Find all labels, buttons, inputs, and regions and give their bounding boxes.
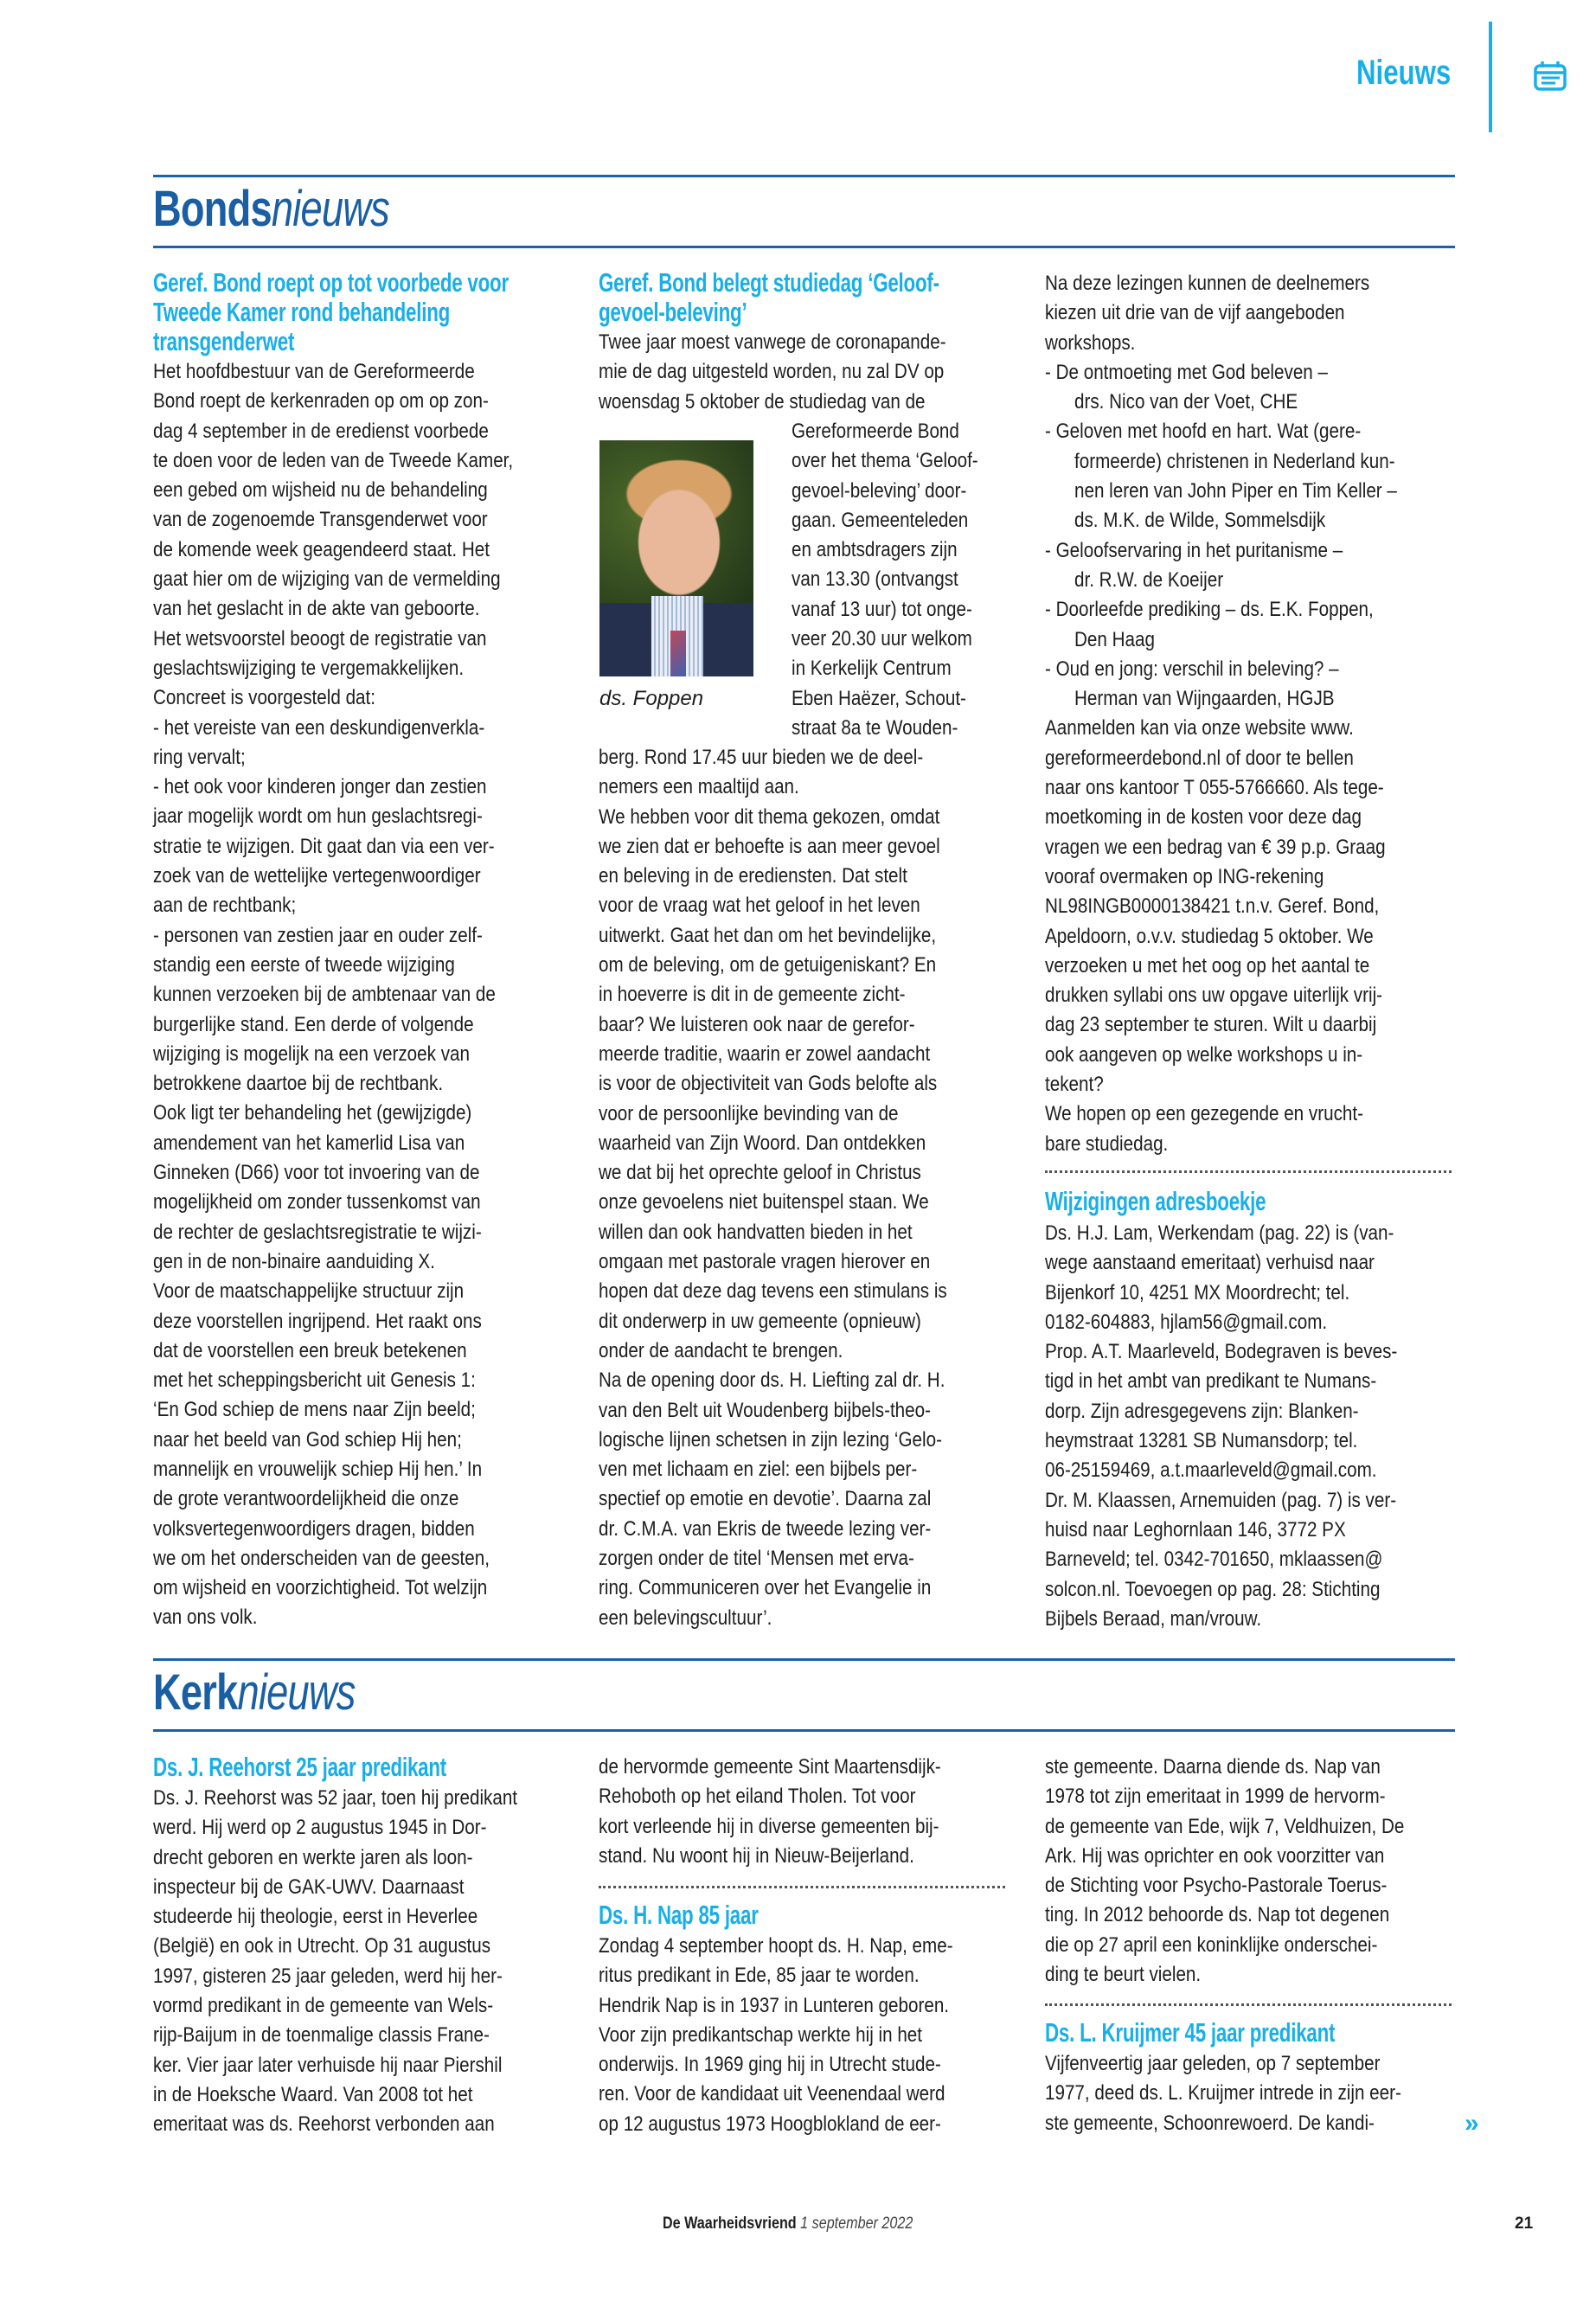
photo-caption: ds. Foppen [599,687,704,710]
text-line: de hervormde gemeente Sint Maartensdijk- [599,1755,941,1779]
text-line: dag 4 september in de eredienst voorbede [153,419,489,443]
text-line: rijp-Baijum in de toenmalige classis Frane- [153,2023,490,2048]
article-heading [599,268,1014,327]
article-body [153,357,568,1633]
text-line: burgerlijke stand. Een derde of volgende [153,1012,474,1036]
section-label: Nieuws [1356,54,1452,92]
text-line: willen dan ook handvatten bieden in het [599,1220,913,1244]
text-line: waarheid van Zijn Woord. Dan ontdekken [599,1131,926,1155]
text-line: aan de rechtbank; [153,894,297,918]
portrait-photo [599,440,753,676]
article-heading [153,1753,568,1782]
text-line: stand. Nu woont hij in Nieuw-Beijerland. [599,1843,914,1868]
heading-line: Tweede Kamer rond behandeling [153,297,451,327]
text-line: dag 23 september te sturen. Wilt u daarbij [1045,1013,1377,1037]
text-line: Apeldoorn, o.v.v. studiedag 5 oktober. We [1045,924,1374,948]
heading-line: Wijzigingen adresboekje [1045,1186,1266,1216]
text-line: bare studiedag. [1045,1131,1169,1156]
text-line: We hebben voor dit thema gekozen, omdat [599,804,940,829]
text-line: Rehoboth op het eiland Tholen. Tot voor [599,1785,916,1809]
text-line: wege aanstaand emeritaat) verhuisd naar [1045,1251,1375,1275]
text-line: met het scheppingsbericht uit Genesis 1: [153,1368,476,1393]
article-body [153,1784,568,2140]
article-body [1045,1219,1460,1634]
section-rule-top [153,175,1455,177]
text-line: dr. C.M.A. van Ekris de tweede lezing ver- [599,1516,932,1541]
text-line: straat 8a te Wouden- [792,715,958,740]
text-line: naar het beeld van God schiep Hij hen; [153,1427,462,1452]
publication-name: De Waarheidsvriend [663,2214,797,2233]
continue-marker: » [1465,2109,1479,2138]
title-bold: Kerk [153,1664,238,1721]
text-line: tekent? [1045,1073,1104,1097]
text-line: omgaan met pastorale vragen hierover en [599,1250,931,1274]
divider-dotted [1045,1170,1452,1173]
text-line: Voor zijn predikantschap werkte hij in het [599,2022,923,2047]
text-line: NL98INGB0000138421 t.n.v. Geref. Bond, [1045,894,1380,919]
section-title-bondsnieuws [153,182,389,237]
text-line: Bond roept de kerkenraden op om op zon- [153,389,489,413]
article-body [599,1753,1014,1871]
text-line: en ambtsdragers zijn [792,538,958,562]
article-body [599,743,1014,1633]
text-line: gaat hier om de wijziging van de vermelding [153,567,501,592]
text-line: voor de persoonlijke bevinding van de [599,1101,899,1125]
text-line: onder de aandacht te brengen. [599,1338,843,1362]
text-line: solcon.nl. Toevoegen op pag. 28: Stichting [1045,1577,1381,1601]
text-line: Ds. J. Reehorst was 52 jaar, toen hij predikant [153,1786,518,1810]
divider-dotted [1045,2003,1452,2006]
text-line: moetkoming in de kosten voor deze dag [1045,805,1362,830]
text-line: op 12 augustus 1973 Hoogblokland de eer- [599,2112,941,2136]
text-line: Zondag 4 september hoopt ds. H. Nap, eme- [599,1934,953,1958]
text-line: van ons volk. [153,1606,258,1630]
text-line: onze gevoelens niet buitenspel staan. We [599,1190,929,1215]
text-line: 0182-604883, hjlam56@gmail.com. [1045,1310,1328,1334]
text-line: ker. Vier jaar later verhuisde hij naar Piershil [153,2053,503,2077]
article-heading [1045,1187,1460,1216]
text-line: de rechter de geslachtsregistratie te wijzi- [153,1220,482,1244]
text-line: werd. Hij werd op 2 augustus 1945 in Dor- [153,1816,487,1840]
text-line: vooraf overmaken op ING-rekening [1045,864,1324,888]
text-line: de grote verantwoordelijkheid die onze [153,1487,459,1511]
text-line: Bijenkorf 10, 4251 MX Moordrecht; tel. [1045,1280,1350,1304]
text-line: in Kerkelijk Centrum [792,657,952,681]
text-line: naar ons kantoor T 055-5766660. Als tege- [1045,776,1384,800]
text-line: emeritaat was ds. Reehorst verbonden aan [153,2112,495,2137]
text-line: zoek van de wettelijke vertegenwoordiger [153,864,481,888]
text-line: studeerde hij theologie, eerst in Heverlee [153,1905,478,1929]
text-line: van het geslacht in de akte van geboorte. [153,597,480,621]
text-line: - Doorleefde prediking – ds. E.K. Foppen, [1045,598,1374,622]
text-line: zorgen onder de titel ‘Mensen met erva- [599,1547,914,1571]
text-line: de komende week geagendeerd staat. Het [153,537,490,561]
text-line: hopen dat deze dag tevens een stimulans is [599,1279,947,1304]
article-heading [153,268,568,356]
article-body [792,417,1025,743]
text-line: we dat bij het oprechte geloof in Christus [599,1161,921,1185]
text-line: 1977, deed ds. L. Kruijmer intrede in zijn eer- [1045,2081,1401,2106]
divider-dotted [599,1886,1005,1888]
publication-date: 1 september 2022 [800,2214,913,2233]
text-line: van den Belt uit Woudenberg bijbels-theo- [599,1398,932,1422]
text-line: kunnen verzoeken bij de ambtenaar van de [153,983,496,1007]
text-line: Herman van Wijngaarden, HGJB [1074,687,1335,711]
article-body [1045,1753,1460,1990]
text-line: veer 20.30 uur welkom [792,627,972,651]
text-line: Concreet is voorgesteld dat: [153,686,375,710]
text-line: - personen van zestien jaar en ouder zelf- [153,923,483,947]
text-line: heymstraat 13281 SB Numansdorp; tel. [1045,1429,1358,1453]
text-line: Barneveld; tel. 0342-701650, mklaassen@ [1045,1548,1383,1572]
text-line: dit onderwerp in uw gemeente (opnieuw) [599,1309,921,1333]
text-line: Het hoofdbestuur van de Gereformeerde [153,360,475,383]
text-line: geslachtswijziging te vergemakkelijken. [153,656,465,680]
article-body [599,328,1014,417]
text-line: Ook ligt ter behandeling het (gewijzigde) [153,1101,472,1125]
title-italic: nieuws [237,1664,356,1721]
text-line: kiezen uit drie van de vijf aangeboden [1045,301,1345,325]
text-line: Na deze lezingen kunnen de deelnemers [1045,272,1370,295]
heading-line: Geref. Bond belegt studiedag ‘Geloof- [599,267,939,298]
text-line: van 13.30 (ontvangst [792,567,958,592]
text-line: formeerde) christenen in Nederland kun- [1074,449,1395,473]
text-line: inspecteur bij de GAK-UWV. Daarnaast [153,1875,465,1899]
section-rule-bottom [153,1729,1455,1732]
text-line: - Oud en jong: verschil in beleving? – [1045,657,1339,681]
text-line: 1978 tot zijn emeritaat in 1999 de hervorm- [1045,1785,1386,1809]
text-line: betrokkene daartoe bij de rechtbank. [153,1072,444,1096]
text-line: logische lijnen schetsen in zijn lezing ‘Gelo- [599,1427,942,1452]
text-line: - het vereiste van een deskundigenverkla- [153,715,485,740]
text-line: ding te beurt vielen. [1045,1963,1202,1987]
text-line: Bijbels Beraad, man/vrouw. [1045,1606,1262,1631]
text-line: drecht geboren en werkte jaren als loon- [153,1845,473,1869]
text-line: Ark. Hij was oprichter en ook voorzitter van [1045,1843,1385,1868]
title-italic: nieuws [271,181,389,237]
text-line: ook aangeven op welke workshops u in- [1045,1042,1363,1067]
text-line: Voor de maatschappelijke structuur zijn [153,1279,465,1304]
heading-line: transgenderwet [153,326,295,356]
text-line: drs. Nico van der Voet, CHE [1074,390,1298,414]
heading-line: Geref. Bond roept op tot voorbede voor [153,267,509,298]
text-line: in hoeverre is dit in de gemeente zicht- [599,983,906,1007]
article-body [1045,269,1460,1159]
text-line: ste gemeente, Schoonrewoerd. De kandi- [1045,2111,1375,2135]
text-line: dr. R.W. de Koeijer [1074,567,1224,592]
section-rule-bottom [153,246,1455,248]
text-line: meerde traditie, waarin er zowel aandacht [599,1042,931,1066]
text-line: onderwijs. In 1969 ging hij in Utrecht stude- [599,2053,941,2077]
text-line: drukken syllabi ons uw opgave uiterlijk vrij- [1045,984,1383,1008]
text-line: ven met lichaam en ziel: een bijbels per- [599,1458,918,1482]
text-line: wijziging is mogelijk na een verzoek van [153,1042,470,1066]
text-line: vragen we een bedrag van € 39 p.p. Graag [1045,835,1386,859]
text-line: die op 27 april een koninklijke onderschei- [1045,1932,1378,1957]
text-line: nemers een maaltijd aan. [599,775,799,799]
calendar-icon [1533,61,1567,96]
text-line: gereformeerdebond.nl of door te bellen [1045,746,1354,770]
text-line: - De ontmoeting met God beleven – [1045,360,1328,384]
text-line: we om het onderscheiden van de geesten, [153,1546,490,1570]
text-line: berg. Rond 17.45 uur bieden we de deel- [599,746,924,769]
heading-line: gevoel-beleving’ [599,297,747,327]
text-line: baar? We luisteren ook naar de gerefor- [599,1012,915,1036]
text-line: van de zogenoemde Transgenderwet voor [153,508,488,532]
heading-line: Ds. H. Nap 85 jaar [599,1900,759,1930]
text-line: huisd naar Leghornlaan 146, 3772 PX [1045,1517,1346,1541]
article-body [1045,2049,1460,2138]
text-line: Het wetsvoorstel beoogt de registratie van [153,626,487,651]
text-line: vormd predikant in de gemeente van Wels- [153,1994,494,2018]
text-line: om de beleving, om de getuigeniskant? En [599,953,937,977]
text-line: ring. Communiceren over het Evangelie in [599,1576,932,1600]
text-line: Eben Haëzer, Schout- [792,686,966,710]
text-line: ring vervalt; [153,745,246,769]
text-line: gen in de non-binaire aanduiding X. [153,1249,435,1273]
text-line: gaan. Gemeenteleden [792,508,969,532]
article-heading [599,1900,1014,1930]
text-line: de gemeente van Ede, wijk 7, Veldhuizen, De [1045,1814,1405,1838]
text-line: kort verleende hij in diverse gemeenten bij- [599,1814,939,1838]
text-line: Gereformeerde Bond [792,420,959,443]
text-line: te doen voor de leden van de Tweede Kamer, [153,448,514,472]
text-line: we zien dat er behoefte is aan meer gevoel [599,834,940,858]
text-line: Aanmelden kan via onze website www. [1045,716,1354,740]
text-line: ds. M.K. de Wilde, Sommelsdijk [1074,509,1326,533]
text-line: spectief op emotie en devotie’. Daarna zal [599,1487,932,1511]
text-line: standig een eerste of tweede wijziging [153,952,455,977]
footer [663,2214,913,2234]
section-title-kerknieuws [153,1665,356,1721]
text-line: 06-25159469, a.t.maarleveld@gmail.com. [1045,1458,1377,1483]
text-line: Ds. H.J. Lam, Werkendam (pag. 22) is (van- [1045,1221,1394,1245]
header-divider [1489,22,1492,132]
section-rule-top [153,1658,1455,1661]
text-line: een belevingscultuur’. [599,1606,772,1630]
text-line: mie de dag uitgesteld worden, nu zal DV op [599,360,945,384]
text-line: is voor de objectiviteit van Gods belofte als [599,1072,938,1096]
text-line: voor de vraag wat het geloof in het leven [599,894,920,918]
text-line: Na de opening door ds. H. Liefting zal dr. H. [599,1368,945,1393]
text-line: jaar mogelijk wordt om hun geslachtsregi- [153,804,483,829]
text-line: woensdag 5 oktober de studiedag van de [599,389,926,413]
text-line: een gebed om wijsheid nu de behandeling [153,478,488,503]
text-line: ste gemeente. Daarna diende ds. Nap van [1045,1755,1381,1779]
text-line: mannelijk en vrouwelijk schiep Hij hen.’ In [153,1457,483,1481]
text-line: mogelijkheid om zonder tussenkomst van [153,1190,481,1215]
text-line: Vijfenveertig jaar geleden, op 7 september [1045,2052,1381,2075]
text-line: de Stichting voor Psycho-Pastorale Toerus- [1045,1874,1388,1898]
text-line: Ginneken (D66) voor tot invoering van de [153,1161,480,1185]
text-line: volksvertegenwoordigers dragen, bidden [153,1516,475,1541]
page-number: 21 [1515,2214,1534,2233]
text-line: en beleving in de erediensten. Dat stelt [599,864,907,888]
text-line: stratie te wijzigen. Dit gaat dan via een ver- [153,834,495,858]
article-heading [1045,2018,1460,2048]
text-line: dorp. Zijn adresgegevens zijn: Blanken- [1045,1399,1359,1423]
text-line: in de Hoeksche Waard. Van 2008 tot het [153,2082,473,2106]
text-line: nen leren van John Piper en Tim Keller – [1074,479,1397,503]
text-line: gevoel-beleving’ door- [792,478,967,503]
text-line: Hendrik Nap is in 1937 in Lunteren geboren. [599,1993,950,2017]
text-line: ren. Voor de kandidaat uit Veenendaal werd [599,2082,945,2106]
text-line: workshops. [1045,330,1136,355]
text-line: Dr. M. Klaassen, Arnemuiden (pag. 7) is ver- [1045,1488,1397,1512]
text-line: amendement van het kamerlid Lisa van [153,1131,465,1155]
text-line: dat de voorstellen een breuk betekenen [153,1338,467,1362]
text-line: (België) en ook in Utrecht. Op 31 augustus [153,1934,491,1958]
text-line: uitwerkt. Gaat het dan om het bevindelijke, [599,923,937,947]
text-line: deze voorstellen ingrijpend. Het raakt ons [153,1309,482,1333]
text-line: ritus predikant in Ede, 85 jaar te worden. [599,1964,920,1988]
article-body [599,1932,1014,2139]
text-line: - Geloven met hoofd en hart. Wat (gere- [1045,420,1362,444]
text-line: Den Haag [1074,627,1155,651]
text-line: - het ook voor kinderen jonger dan zestien [153,775,487,799]
text-line: - Geloofservaring in het puritanisme – [1045,538,1343,562]
text-line: vanaf 13 uur) tot onge- [792,597,972,621]
heading-line: Ds. L. Kruijmer 45 jaar predikant [1045,2017,1336,2048]
text-line: We hopen op een gezegende en vrucht- [1045,1102,1363,1126]
text-line: over het thema ‘Geloof- [792,449,978,473]
text-line: ‘En God schiep de mens naar Zijn beeld; [153,1398,476,1422]
text-line: om wijsheid en voorzichtigheid. Tot welzijn [153,1576,488,1600]
text-line: ting. In 2012 behoorde ds. Nap tot degenen [1045,1903,1390,1927]
text-line: Prop. A.T. Maarleveld, Bodegraven is beves- [1045,1340,1398,1364]
text-line: Twee jaar moest vanwege de coronapande- [599,330,946,354]
text-line: verzoeken u met het oog op het aantal te [1045,953,1370,977]
text-line: 1997, gisteren 25 jaar geleden, werd hij her- [153,1964,503,1988]
title-bold: Bonds [153,181,272,237]
heading-line: Ds. J. Reehorst 25 jaar predikant [153,1752,446,1782]
text-line: tigd in het ambt van predikant te Numans- [1045,1369,1377,1394]
